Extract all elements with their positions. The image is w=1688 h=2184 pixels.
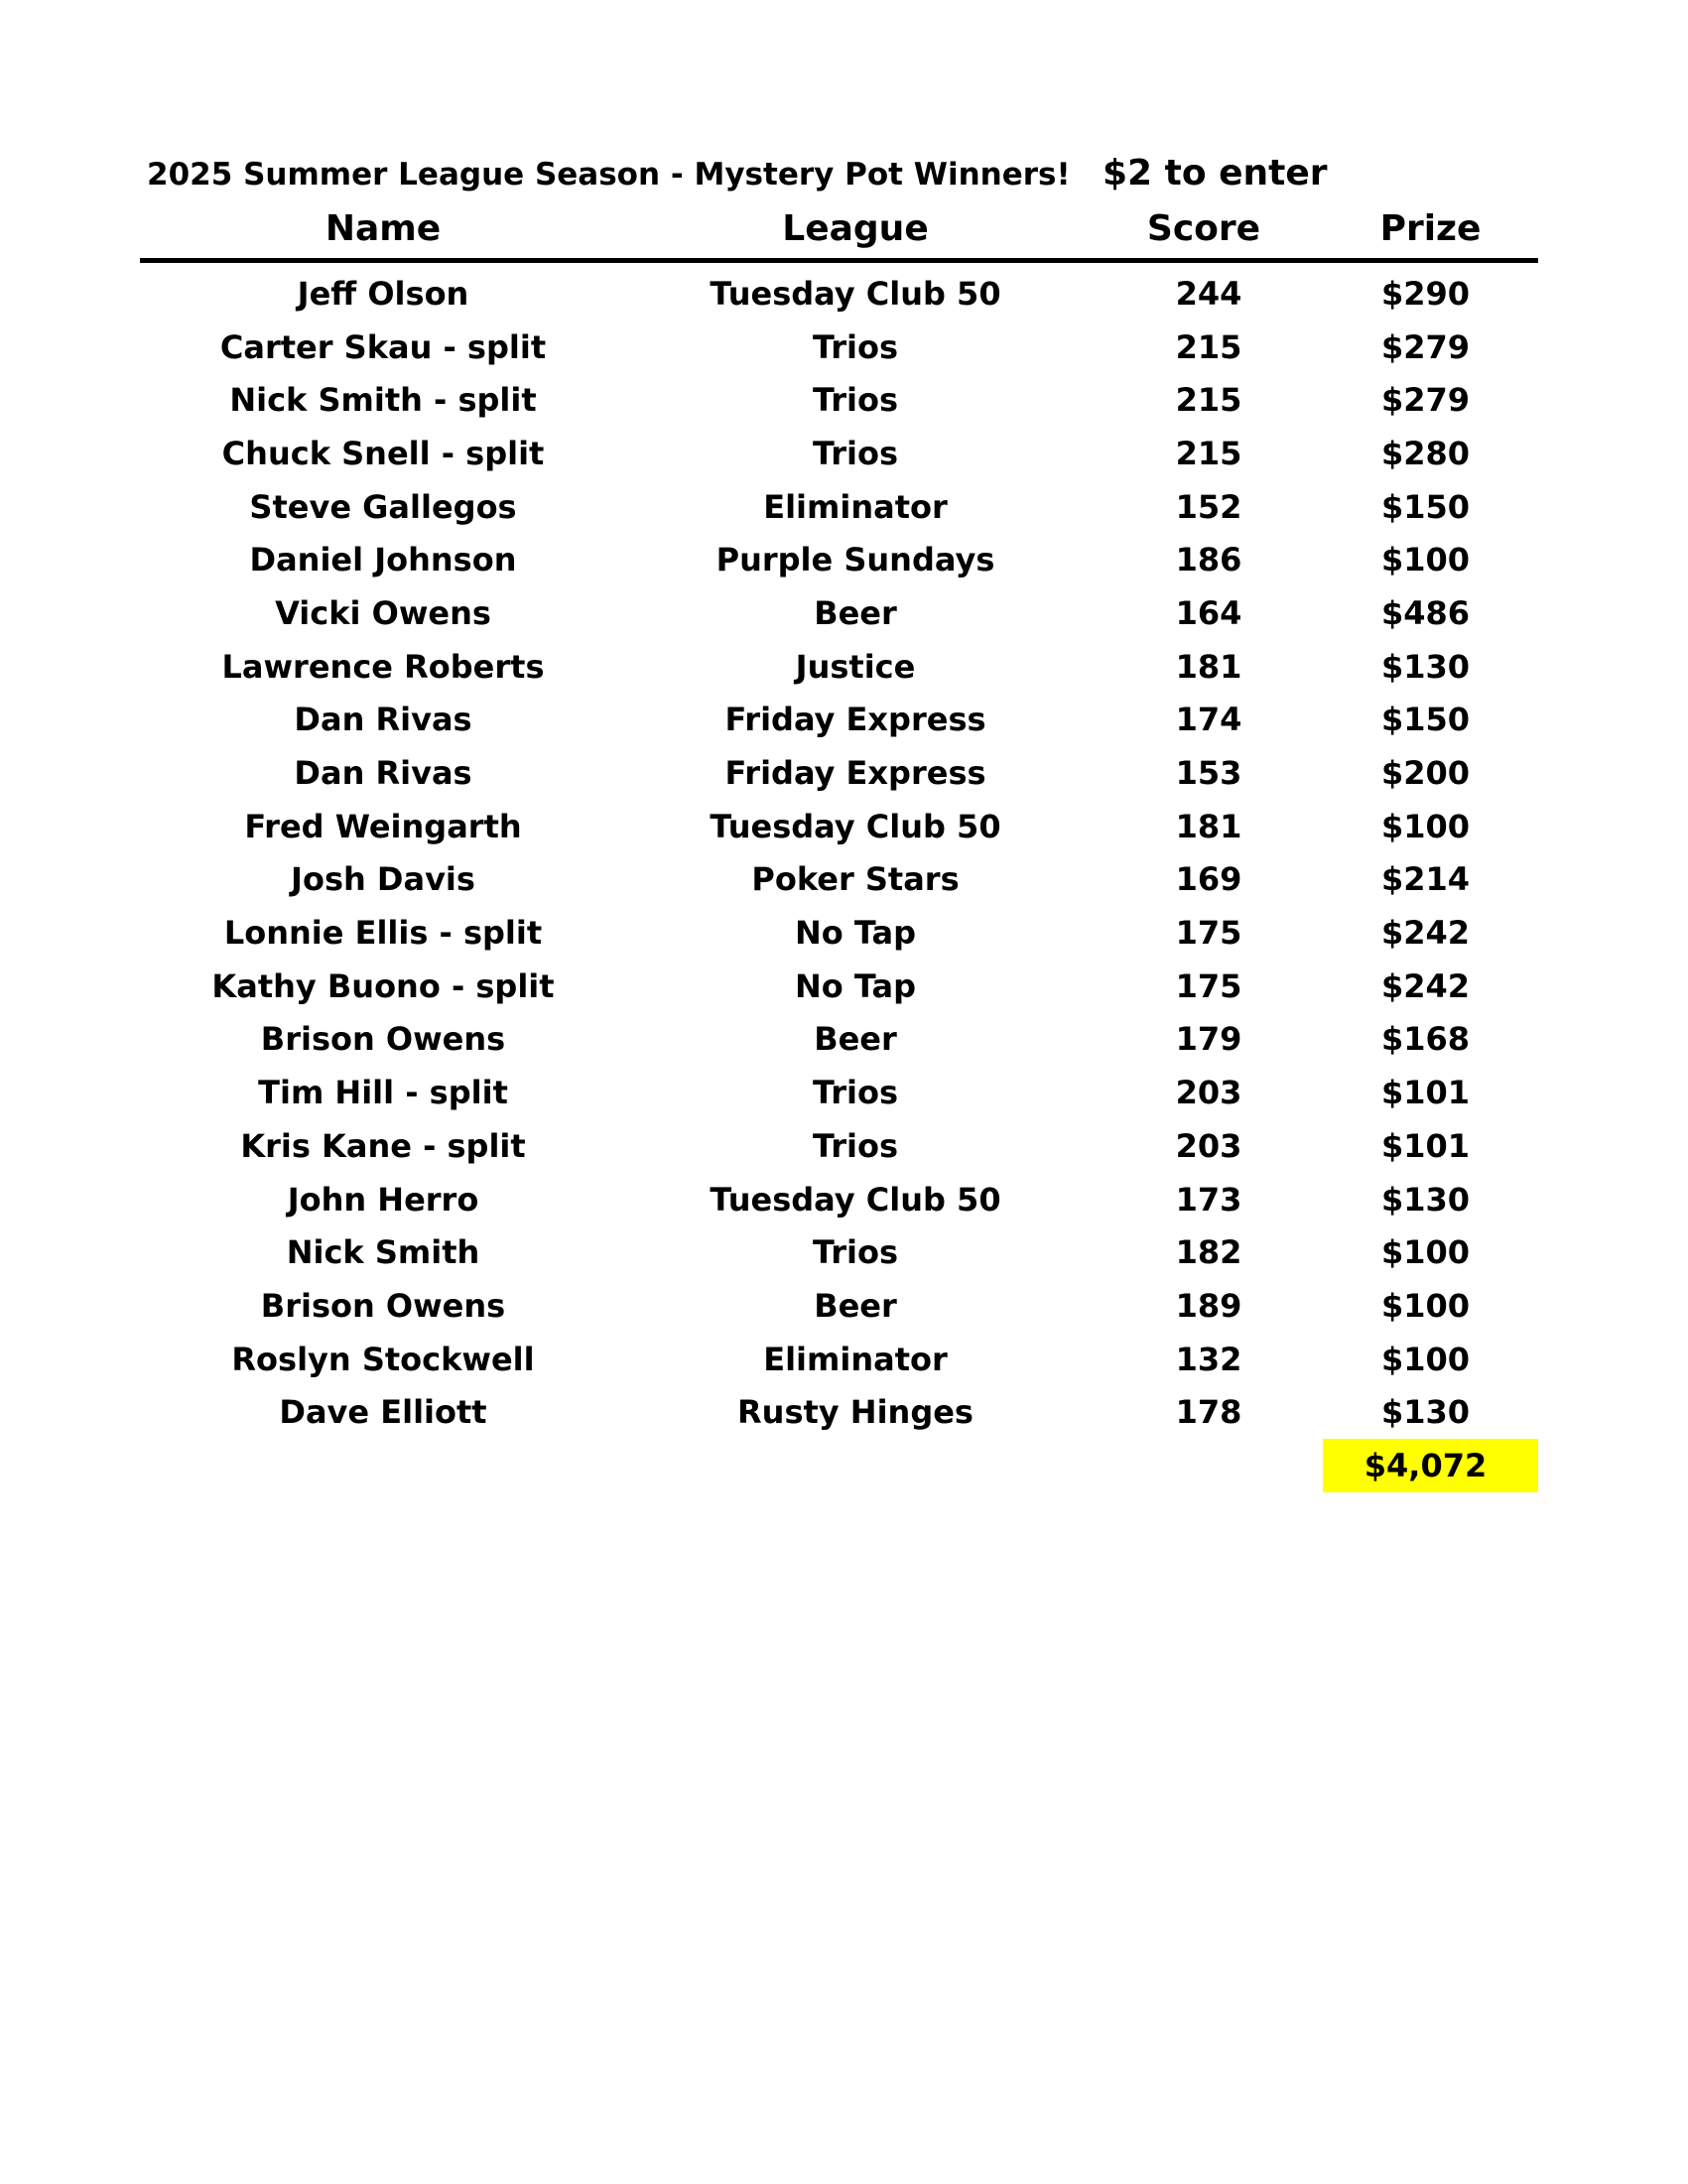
cell-prize: $100 bbox=[1380, 541, 1471, 579]
cell-prize: $168 bbox=[1380, 1020, 1471, 1059]
table-row bbox=[140, 1225, 1538, 1279]
cell-score: 173 bbox=[1175, 1180, 1242, 1219]
cell-name: Roslyn Stockwell bbox=[231, 1340, 535, 1378]
cell-prize: $200 bbox=[1380, 754, 1471, 793]
table-row bbox=[140, 1173, 1538, 1226]
cell-prize: $150 bbox=[1380, 487, 1471, 526]
cell-name: Jeff Olson bbox=[297, 274, 469, 313]
cell-score: 215 bbox=[1175, 434, 1242, 472]
table-row bbox=[140, 267, 1538, 321]
table-row bbox=[140, 586, 1538, 640]
table-row bbox=[140, 640, 1538, 694]
cell-score: 175 bbox=[1175, 966, 1242, 1005]
cell-prize: $242 bbox=[1380, 914, 1471, 953]
cell-league: Beer bbox=[814, 1020, 897, 1059]
winners-sheet bbox=[140, 149, 1538, 1492]
header-prize: Prize bbox=[1379, 207, 1482, 249]
cell-prize: $101 bbox=[1380, 1126, 1471, 1165]
cell-score: 215 bbox=[1175, 327, 1242, 366]
cell-name: Tim Hill - split bbox=[258, 1074, 508, 1112]
cell-league: Trios bbox=[812, 381, 899, 420]
header-score: Score bbox=[1146, 207, 1261, 249]
cell-league: Beer bbox=[814, 1286, 897, 1325]
cell-name: Daniel Johnson bbox=[249, 541, 517, 579]
cell-name: Vicki Owens bbox=[275, 593, 491, 632]
cell-score: 175 bbox=[1175, 914, 1242, 953]
table-row bbox=[140, 321, 1538, 374]
cell-prize: $130 bbox=[1380, 1180, 1471, 1219]
cell-score: 174 bbox=[1175, 701, 1242, 739]
cell-score: 152 bbox=[1175, 487, 1242, 526]
cell-score: 244 bbox=[1175, 274, 1242, 313]
total-row bbox=[140, 1439, 1538, 1492]
cell-score: 186 bbox=[1175, 541, 1242, 579]
cell-score: 178 bbox=[1175, 1393, 1242, 1432]
cell-league: Trios bbox=[812, 434, 899, 472]
cell-prize: $150 bbox=[1380, 701, 1471, 739]
table-body bbox=[140, 267, 1538, 1439]
cell-league: Beer bbox=[814, 593, 897, 632]
table-row bbox=[140, 746, 1538, 800]
cell-name: Dave Elliott bbox=[279, 1393, 487, 1432]
cell-name: Brison Owens bbox=[260, 1286, 506, 1325]
cell-league: No Tap bbox=[794, 914, 917, 953]
table-row bbox=[140, 1333, 1538, 1386]
table-row bbox=[140, 694, 1538, 747]
cell-prize: $100 bbox=[1380, 807, 1471, 845]
entry-fee: $2 to enter bbox=[1103, 153, 1328, 193]
title-row bbox=[140, 149, 1538, 198]
cell-league: Justice bbox=[795, 647, 916, 686]
cell-prize: $100 bbox=[1380, 1340, 1471, 1378]
cell-prize: $279 bbox=[1380, 381, 1471, 420]
cell-prize: $280 bbox=[1380, 434, 1471, 472]
cell-score: 179 bbox=[1175, 1020, 1242, 1059]
cell-score: 203 bbox=[1175, 1126, 1242, 1165]
table-row bbox=[140, 1119, 1538, 1173]
table-header bbox=[140, 198, 1538, 263]
cell-league: Purple Sundays bbox=[715, 541, 995, 579]
table-row bbox=[140, 853, 1538, 907]
cell-league: Poker Stars bbox=[751, 860, 960, 899]
cell-name: Nick Smith - split bbox=[229, 381, 537, 420]
cell-score: 215 bbox=[1175, 381, 1242, 420]
cell-prize: $290 bbox=[1380, 274, 1471, 313]
cell-prize: $100 bbox=[1380, 1233, 1471, 1272]
cell-name: Fred Weingarth bbox=[244, 807, 522, 845]
cell-prize: $100 bbox=[1380, 1286, 1471, 1325]
cell-score: 169 bbox=[1175, 860, 1242, 899]
cell-name: John Herro bbox=[287, 1180, 479, 1219]
cell-score: 153 bbox=[1175, 754, 1242, 793]
cell-league: Trios bbox=[812, 1233, 899, 1272]
cell-league: No Tap bbox=[794, 966, 917, 1005]
cell-prize: $214 bbox=[1380, 860, 1471, 899]
cell-league: Tuesday Club 50 bbox=[710, 1180, 1001, 1219]
cell-name: Lonnie Ellis - split bbox=[223, 914, 543, 953]
cell-prize: $486 bbox=[1380, 593, 1471, 632]
cell-league: Trios bbox=[812, 327, 899, 366]
cell-score: 164 bbox=[1175, 593, 1242, 632]
header-league: League bbox=[782, 207, 929, 249]
cell-league: Trios bbox=[812, 1074, 899, 1112]
cell-league: Friday Express bbox=[724, 754, 986, 793]
cell-score: 203 bbox=[1175, 1074, 1242, 1112]
cell-name: Carter Skau - split bbox=[219, 327, 547, 366]
cell-prize: $130 bbox=[1380, 1393, 1471, 1432]
cell-league: Eliminator bbox=[763, 1340, 948, 1378]
cell-prize: $279 bbox=[1380, 327, 1471, 366]
cell-name: Steve Gallegos bbox=[249, 487, 517, 526]
cell-prize: $242 bbox=[1380, 966, 1471, 1005]
cell-name: Kris Kane - split bbox=[240, 1126, 526, 1165]
table-row bbox=[140, 427, 1538, 480]
table-row bbox=[140, 373, 1538, 427]
cell-score: 132 bbox=[1175, 1340, 1242, 1378]
cell-name: Kathy Buono - split bbox=[211, 966, 555, 1005]
cell-name: Chuck Snell - split bbox=[221, 434, 545, 472]
cell-score: 181 bbox=[1175, 807, 1242, 845]
page-title: 2025 Summer League Season - Mystery Pot Winners! bbox=[147, 157, 1071, 193]
header-name: Name bbox=[325, 207, 442, 249]
cell-league: Rusty Hinges bbox=[737, 1393, 974, 1432]
cell-score: 189 bbox=[1175, 1286, 1242, 1325]
table-row bbox=[140, 1279, 1538, 1333]
table-row bbox=[140, 960, 1538, 1013]
cell-score: 181 bbox=[1175, 647, 1242, 686]
cell-prize: $101 bbox=[1380, 1074, 1471, 1112]
total-prize: $4,072 bbox=[1323, 1439, 1538, 1492]
table-row bbox=[140, 1385, 1538, 1439]
table-row bbox=[140, 1013, 1538, 1067]
cell-name: Josh Davis bbox=[291, 860, 475, 899]
table-row bbox=[140, 480, 1538, 534]
cell-score: 182 bbox=[1175, 1233, 1242, 1272]
cell-league: Eliminator bbox=[763, 487, 948, 526]
cell-name: Dan Rivas bbox=[294, 754, 472, 793]
cell-name: Brison Owens bbox=[260, 1020, 506, 1059]
cell-league: Tuesday Club 50 bbox=[710, 274, 1001, 313]
cell-name: Nick Smith bbox=[286, 1233, 480, 1272]
cell-league: Trios bbox=[812, 1126, 899, 1165]
table-row bbox=[140, 1066, 1538, 1119]
cell-name: Lawrence Roberts bbox=[221, 647, 545, 686]
table-row bbox=[140, 800, 1538, 853]
cell-name: Dan Rivas bbox=[294, 701, 472, 739]
table-row bbox=[140, 533, 1538, 586]
cell-league: Tuesday Club 50 bbox=[710, 807, 1001, 845]
table-row bbox=[140, 906, 1538, 960]
cell-prize: $130 bbox=[1380, 647, 1471, 686]
cell-league: Friday Express bbox=[724, 701, 986, 739]
